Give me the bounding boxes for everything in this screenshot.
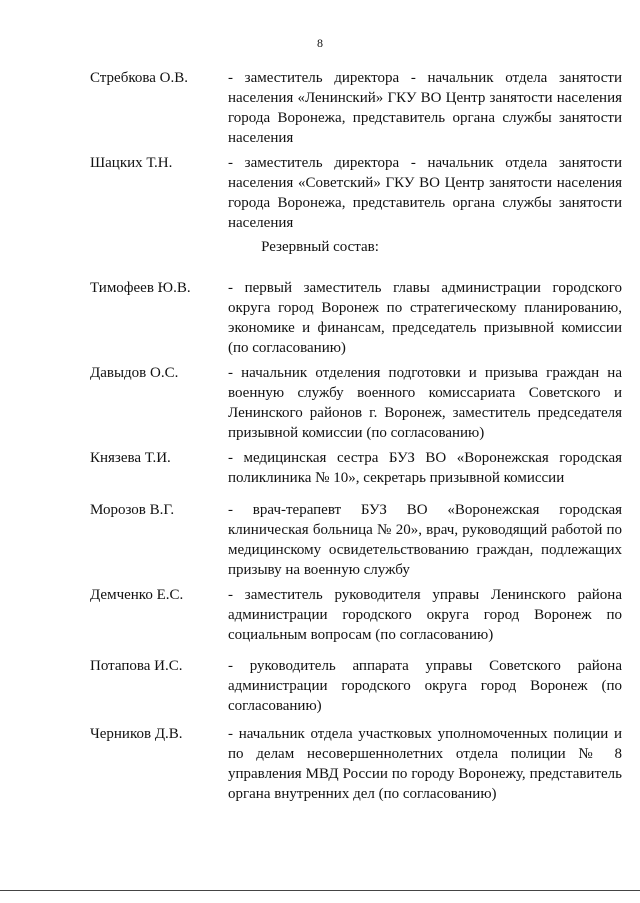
member-description: - начальник отделения подготовки и призыва граждан на военную службу военного комиссариата Советского и Ленинского районов г. Воронеж, заместитель председателя призывной комиссии (по согласованию) — [228, 365, 622, 441]
member-description: - врач-терапевт БУЗ ВО «Воронежская городская клиническая больница № 20», врач, руководящий работой по медицинскому освидетельствованию граждан, подлежащих призыву на военную службу — [228, 502, 622, 578]
member-name: Давыдов О.С. — [90, 365, 179, 381]
member-description: - начальник отдела участковых уполномоченных полиции и по делам несовершеннолетних отдела полиции № 8 управления МВД России по городу Воронежу, представитель органа внутренних дел (по согласованию) — [228, 726, 622, 802]
bottom-rule — [0, 890, 640, 891]
member-description: - заместитель директора - начальник отдела занятости населения «Советский» ГКУ ВО Центр занятости населения города Воронежа, представитель органа службы занятости населения — [228, 155, 622, 231]
page-number: 8 — [317, 36, 323, 50]
member-name: Шацких Т.Н. — [90, 155, 173, 171]
member-name: Черников Д.В. — [90, 726, 183, 742]
member-description: - руководитель аппарата управы Советского района администрации городского округа город Воронеж (по согласованию) — [228, 658, 622, 714]
member-name: Морозов В.Г. — [90, 502, 175, 518]
member-description: - заместитель директора - начальник отдела занятости населения «Ленинский» ГКУ ВО Центр занятости населения города Воронежа, представитель органа службы занятости населения — [228, 70, 622, 146]
member-description: - заместитель руководителя управы Ленинского района администрации городского округа город Воронеж по социальным вопросам (по согласованию) — [228, 587, 622, 643]
member-name: Князева Т.И. — [90, 450, 171, 466]
section-title-reserve: Резервный состав: — [261, 239, 379, 255]
member-name: Тимофеев Ю.В. — [90, 280, 191, 296]
member-name: Стребкова О.В. — [90, 70, 188, 86]
member-description: - медицинская сестра БУЗ ВО «Воронежская городская поликлиника № 10», секретарь призывной комиссии — [228, 450, 622, 486]
member-name: Потапова И.С. — [90, 658, 183, 674]
member-description: - первый заместитель главы администрации городского округа город Воронеж по стратегическому планированию, экономике и финансам, председатель призывной комиссии (по согласованию) — [228, 280, 622, 356]
member-name: Демченко Е.С. — [90, 587, 184, 603]
